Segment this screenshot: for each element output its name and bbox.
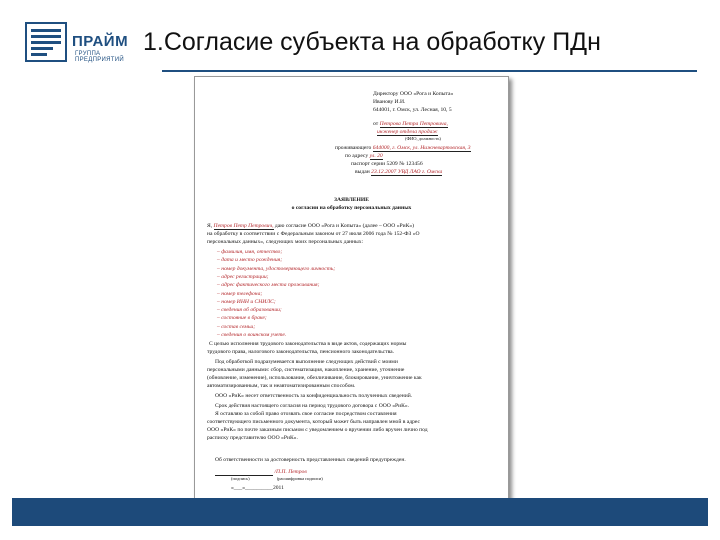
logo-name: ПРАЙМ (72, 33, 129, 50)
intro-line-3: персональных данных», следующих моих персональных данных: (207, 239, 364, 245)
document-heading: ЗАЯВЛЕНИЕ (334, 197, 369, 203)
actions-line-4: автоматизированным, так и неавтоматизированным способом. (207, 383, 356, 389)
consent-document (194, 76, 509, 500)
addressee-line-2: Иванову И.И. (373, 99, 406, 105)
term-line-4: ООО «РиК» по почте заказным письмом с уведомлением о вручении либо вручен лично под (207, 427, 428, 433)
signature-blank (215, 469, 273, 476)
slide-title: 1.Согласие субъекта на обработку ПДн (143, 28, 601, 56)
signature-name: /П.П. Петров (274, 469, 307, 475)
address-label: проживающего (335, 145, 372, 151)
personal-data-item: – фамилия, имя, отчество; (217, 249, 283, 255)
issued-label: выдан (355, 169, 370, 175)
footer-bar (12, 498, 708, 526)
personal-data-item: – номер ИНН и СНИЛС; (217, 298, 276, 305)
intro-prefix: Я, (207, 223, 213, 229)
personal-data-item: – сведения об образовании; (217, 307, 282, 314)
date-line: «___»__________2011 (231, 485, 284, 491)
personal-data-item: – адрес фактического места проживания; (217, 282, 320, 289)
title-divider (162, 70, 697, 72)
issued-value: 23.12.2007 УВД ЛАО г. Омска (371, 169, 443, 175)
intro-line-1 (207, 223, 414, 229)
sender-name: Петрова Петра Петровича, (379, 121, 448, 127)
sender-line (373, 121, 448, 127)
term-line-1: Срок действия настоящего согласия на период трудового договора с ООО «РиК». (215, 403, 410, 409)
term-line-3: соответствующего письменного документа, который может быть направлен мной в адрес (207, 419, 421, 425)
company-logo (25, 18, 145, 66)
personal-data-item: – номер документа, удостоверяющего личность; (217, 265, 336, 272)
address-value: 644000, г. Омск, ул. Нижневартовская, 3 (372, 145, 471, 151)
signature-line (215, 469, 307, 476)
addressee-line-1: Директору ООО «Рога и Копыта» (373, 91, 454, 97)
personal-data-item: – состав семьи; (217, 323, 256, 330)
issued-line (355, 169, 442, 175)
personal-data-item: – сведения о воинском учете. (217, 332, 287, 338)
purpose-line-2: трудового права, налогового законодательства, пенсионного законодательства. (207, 349, 395, 355)
personal-data-item: – дата и место рождения; (217, 257, 283, 264)
term-line-2: Я оставляю за собой право отозвать свое согласие посредством составления (215, 411, 397, 417)
signature-caption-sign: (подпись) (231, 476, 250, 481)
purpose-line-1: С целью исполнения трудового законодательства в виде актов, содержащих нормы (209, 341, 407, 347)
logo-subtitle: ГРУППА ПРЕДПРИЯТИЙ (75, 51, 124, 63)
responsibility-line: ООО «РиК» несет ответственность за конфиденциальность полученных сведений. (215, 393, 413, 399)
sender-position: инженер отдела продаж (377, 129, 438, 135)
intro-name: Петров Петр Петрович, (213, 223, 274, 229)
sender-prefix: от (373, 121, 379, 127)
document-subheading: о согласии на обработку персональных данных (291, 205, 412, 211)
passport-address-line (345, 153, 383, 159)
actions-line-3: (обновление, изменение), использование, обезличивание, блокирование, уничтожение как (207, 375, 422, 381)
passport-address-label: по адресу (345, 153, 369, 159)
signature-caption-name: (расшифровка подписи) (276, 476, 323, 481)
intro-text: даю согласие ООО «Рога и Копыта» (далее – ООО «РиК») (274, 223, 414, 229)
actions-line-2: персональными данными: сбор, систематизация, накопление, хранение, уточнение (207, 367, 405, 373)
passport-line: паспорт серии 5209 № 123456 (351, 161, 423, 167)
personal-data-item: – адрес регистрации; (217, 273, 269, 280)
signature-caption (231, 476, 323, 482)
logo-mark-icon (25, 22, 67, 62)
term-line-5: расписку представителю ООО «РиК». (207, 435, 298, 441)
addressee-line-3: 644001, г. Омск, ул. Лесная, 10, 5 (373, 107, 452, 113)
confirmation-line: Об ответственности за достоверность представленных сведений предупрежден. (215, 457, 406, 463)
address-line (335, 145, 471, 151)
actions-line-1: Под обработкой подразумевается выполнение следующих действий с моими (215, 359, 398, 365)
intro-line-2: на обработку в соответствии с Федеральным законом от 27 июля 2006 года № 152-ФЗ «О (207, 231, 420, 237)
sender-caption: (ФИО, должность) (405, 136, 441, 141)
personal-data-item: – номер телефона; (217, 290, 263, 297)
personal-data-item: – состояние в браке; (217, 315, 267, 322)
passport-address-value: ул. 20 (369, 153, 383, 159)
